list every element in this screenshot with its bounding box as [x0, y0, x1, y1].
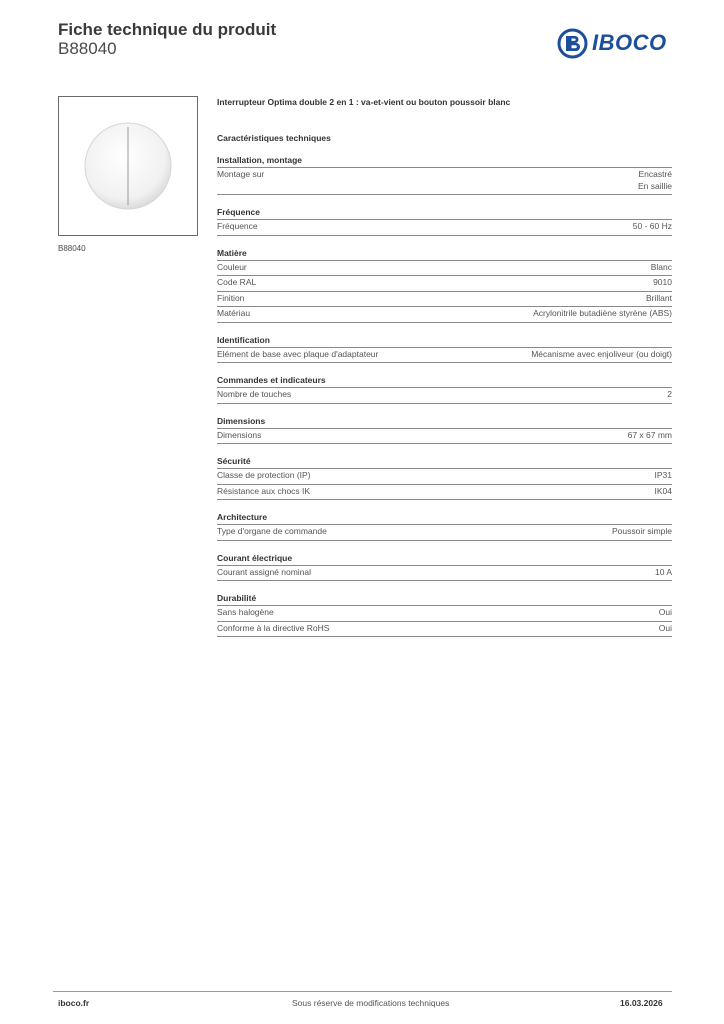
footer-divider — [53, 991, 672, 992]
spec-value-line: En saillie — [637, 180, 672, 191]
product-image — [58, 96, 198, 236]
spec-label: Courant assigné nominal — [217, 566, 312, 577]
spec-value-line: Blanc — [650, 261, 672, 272]
spec-value — [655, 486, 673, 498]
spec-value — [531, 349, 672, 361]
spec-heading: Caractéristiques techniques — [217, 133, 331, 143]
spec-sections — [217, 154, 672, 637]
section-title: Matière — [217, 247, 672, 261]
spec-row — [217, 307, 672, 323]
spec-value-line: 67 x 67 mm — [627, 429, 672, 440]
spec-label: Résistance aux chocs IK — [217, 485, 311, 496]
spec-label: Type d'organe de commande — [217, 526, 327, 536]
spec-label: Classe de protection (IP) — [217, 470, 311, 480]
spec-row — [217, 469, 672, 485]
spec-label: Couleur — [217, 261, 247, 272]
section-title: Durabilité — [217, 592, 672, 606]
spec-row — [217, 566, 672, 582]
spec-label: Montage sur — [217, 169, 265, 179]
spec-value-line: Oui — [658, 622, 672, 633]
spec-row — [217, 485, 672, 501]
section-title: Dimensions — [217, 415, 672, 429]
spec-content — [217, 96, 672, 637]
page-title: Fiche technique du produit — [58, 20, 277, 39]
double-switch-illustration — [59, 97, 197, 235]
spec-value-line: Poussoir simple — [612, 526, 672, 536]
spec-label: Fréquence — [217, 221, 258, 231]
spec-section — [217, 592, 672, 637]
spec-row — [217, 388, 672, 404]
spec-value — [646, 293, 672, 305]
product-description: Interrupteur Optima double 2 en 1 : va-et-vient ou bouton poussoir blanc — [217, 97, 511, 107]
spec-value — [628, 430, 672, 442]
spec-value-line: Mécanisme avec enjoliveur (ou doigt) — [531, 348, 672, 359]
spec-value-line: IP31 — [654, 470, 672, 480]
spec-value — [612, 526, 672, 538]
spec-value — [659, 623, 672, 635]
spec-row — [217, 606, 672, 622]
footer-notice: Sous réserve de modifications techniques — [292, 998, 450, 1008]
spec-label: Finition — [217, 292, 245, 303]
spec-value-line: Encastré — [638, 169, 672, 179]
section-title: Identification — [217, 334, 672, 348]
spec-value-line: Brillant — [646, 292, 672, 303]
spec-value — [653, 277, 672, 289]
spec-section — [217, 511, 672, 541]
spec-label: Nombre de touches — [217, 389, 292, 399]
spec-section — [217, 552, 672, 582]
spec-label: Conforme à la directive RoHS — [217, 622, 330, 633]
section-title: Fréquence — [217, 206, 672, 220]
spec-section — [217, 334, 672, 364]
spec-row — [217, 276, 672, 292]
section-title: Commandes et indicateurs — [217, 374, 672, 388]
brand-logo — [557, 27, 675, 61]
section-title: Courant électrique — [217, 552, 672, 566]
spec-section — [217, 374, 672, 404]
spec-section — [217, 415, 672, 445]
spec-row — [217, 261, 672, 277]
spec-label: Elément de base avec plaque d'adaptateur — [217, 348, 379, 359]
spec-section — [217, 206, 672, 236]
spec-row — [217, 292, 672, 308]
footer-date: 16.03.2026 — [620, 998, 663, 1008]
logo-wordmark: IBOCO — [592, 30, 667, 55]
spec-label: Code RAL — [217, 277, 257, 287]
spec-value — [655, 470, 673, 482]
spec-value-line: 2 — [667, 389, 672, 399]
product-reference: B88040 — [58, 39, 117, 58]
spec-row — [217, 168, 672, 195]
spec-section — [217, 154, 672, 195]
spec-value — [667, 389, 672, 401]
spec-value-line: 9010 — [653, 277, 672, 287]
spec-value-line: 50 - 60 Hz — [632, 221, 672, 231]
section-title: Installation, montage — [217, 154, 672, 168]
spec-value — [659, 607, 672, 619]
spec-value — [651, 262, 672, 274]
spec-label: Sans halogène — [217, 607, 274, 617]
spec-value — [633, 221, 672, 233]
spec-value-line: IK04 — [654, 485, 672, 496]
spec-value-line: 10 A — [654, 566, 672, 577]
image-caption: B88040 — [58, 244, 86, 253]
footer-website: iboco.fr — [58, 998, 90, 1008]
spec-section — [217, 247, 672, 323]
spec-row — [217, 622, 672, 638]
spec-value — [638, 169, 672, 192]
section-title: Architecture — [217, 511, 672, 525]
spec-label: Dimensions — [217, 429, 262, 440]
spec-row — [217, 348, 672, 364]
spec-row — [217, 525, 672, 541]
spec-value-line: Oui — [658, 607, 672, 617]
spec-row — [217, 429, 672, 445]
spec-value — [533, 308, 672, 320]
section-title: Sécurité — [217, 455, 672, 469]
spec-label: Matériau — [217, 308, 251, 318]
spec-section — [217, 455, 672, 500]
spec-row — [217, 220, 672, 236]
iboco-logo-icon — [557, 28, 588, 59]
spec-value — [655, 567, 672, 579]
spec-value-line: Acrylonitrile butadiène styrène (ABS) — [533, 308, 672, 318]
